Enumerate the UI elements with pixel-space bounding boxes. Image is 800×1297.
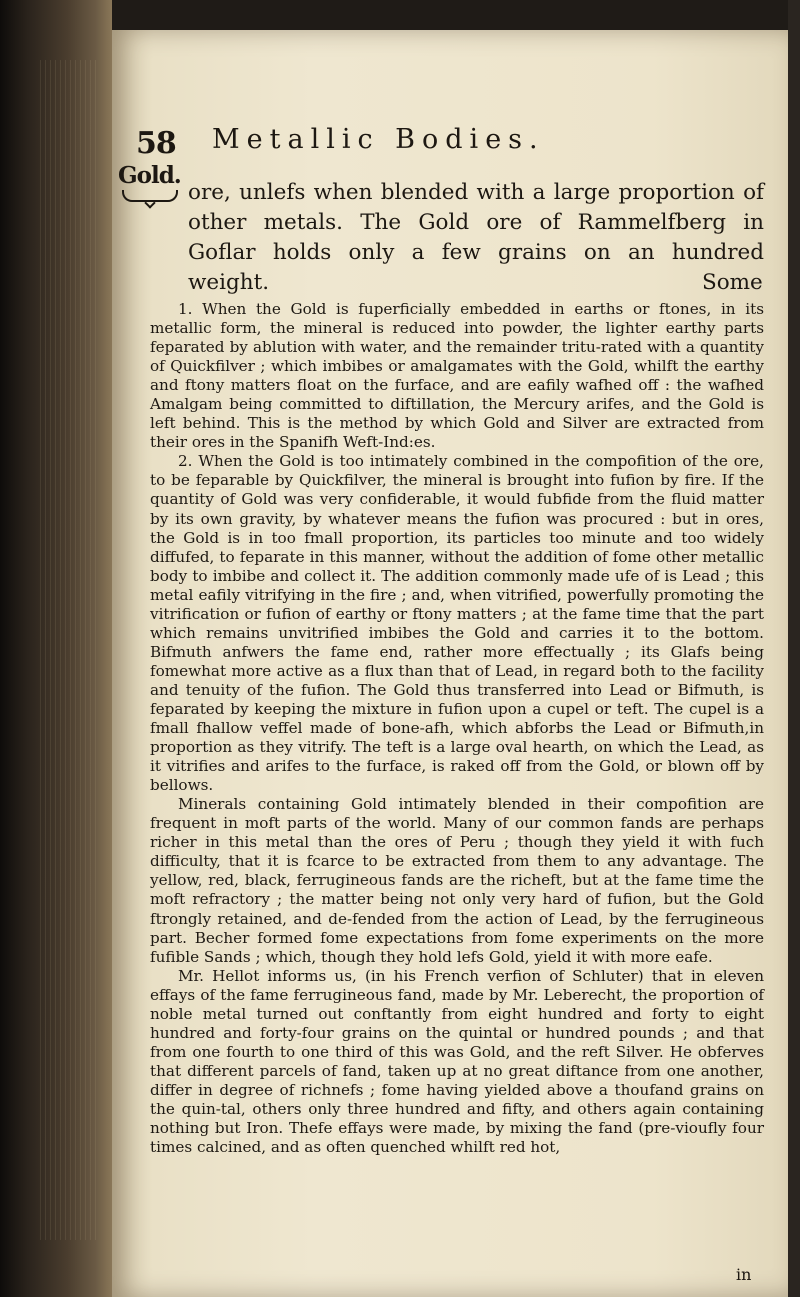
footnote-paragraph-minerals: Minerals containing Gold intimately blended in their compofition are frequent in moft parts of the world. Many of our common fands are perhaps richer in this metal than the ores of Peru ; though they yield it with fuch difficulty, that it is fcarce to be extracted from them to any advantage. The yellow, red, black, ferrugineous fands are the richeft, but at the fame time the moft refractory ; the matter being not only very hard of fufion, but the Gold ftrongly retained, and de-fended from the action of Lead, by the ferrugineous part. Becher formed fome expectations from fome experiments on the more fufible Sands ; which, though they hold lefs Gold, yield it with more eafe.	[150, 795, 764, 966]
main-paragraph	[188, 178, 764, 298]
right-edge	[788, 0, 800, 1297]
main-paragraph-text: ore, unlefs when blended with a large proportion of other metals. The Gold ore of Rammelfberg in Goflar holds only a few grains on an hundred weight.	[188, 180, 764, 295]
catchword: Some	[702, 270, 763, 295]
footnote-paragraph-hellot: Mr. Hellot informs us, (in his French verfion of Schluter) that in eleven effays of the fame ferrugineous fand, made by Mr. Leberecht, the proportion of noble metal turned out conftantly from eight hundred and forty to eight hundred and forty-four grains on the quintal or hundred pounds ; and that from one fourth to one third of this was Gold, and the reft Silver. He obferves that different parcels of fand, taken up at no great diftance from one another, differ in degree of richnefs ; fome having yielded above a thoufand grains on the quin-tal, others only three hundred and fifty, and others again containing nothing but Iron. Thefe effays were made, by mixing the fand (pre-vioufly four times calcined, and as often quenched whilft red hot,	[150, 966, 764, 1157]
footnote-2: 2. When the Gold is too intimately combined in the compofition of the ore, to be feparable by Quickfilver, the mineral is brought into fufion by fire. If the quantity of Gold was very confiderable, it would fubfide from the fluid matter by its own gravity, by whatever means the fufion was procured : but in ores, the Gold is in too fmall proportion, its particles too minute and too widely diffufed, to feparate in this manner, without the addition of fome other metallic body to imbibe and collect it. The addition commonly made ufe of is Lead ; this metal eafily vitrifying in the fire ; and, when vitrified, powerfully promoting the vitrification or fufion of earthy or ftony matters ; at the fame time that the part which remains unvitrified imbibes the Gold and carries it to the bottom. Bifmuth anfwers the fame end, rather more effectually ; its Glafs being fomewhat more active as a flux than that of Lead, in regard both to the facility and tenuity of the fufion. The Gold thus transferred into Lead or Bifmuth, is feparated by keeping the mixture in fufion upon a cupel or teft. The cupel is a fmall fhallow veffel made of bone-afh, which abforbs the Lead or Bifmuth,in proportion as they vitrify. The teft is a large oval hearth, on which the Lead, as it vitrifies and arifes to the furface, is raked off from the Gold, or blown off by bellows.	[150, 452, 764, 795]
footnotes	[150, 300, 764, 1157]
running-head: Metallic Bodies.	[212, 124, 545, 155]
book-binding	[0, 0, 112, 1297]
footnote-1: 1. When the Gold is fuperficially embedded in earths or ftones, in its metallic form, the mineral is reduced into powder, the lighter earthy parts feparated by ablution with water, and the remainder tritu-rated with a quantity of Quickfilver ; which imbibes or amalgamates with the Gold, whilft the earthy and ftony matters float on the furface, and are eafily wafhed off : the wafhed Amalgam being committed to diftillation, the Mercury arifes, and the Gold is left behind. This is the method by which Gold and Silver are extracted from their ores in the Spanifh Weft-Ind:es.	[150, 300, 764, 452]
side-label: Gold.	[118, 162, 181, 189]
page-number: 58	[136, 126, 176, 161]
bottom-catchword: in	[736, 1265, 752, 1284]
page	[112, 30, 788, 1297]
binding-texture	[40, 60, 100, 1240]
top-edge	[112, 0, 788, 30]
